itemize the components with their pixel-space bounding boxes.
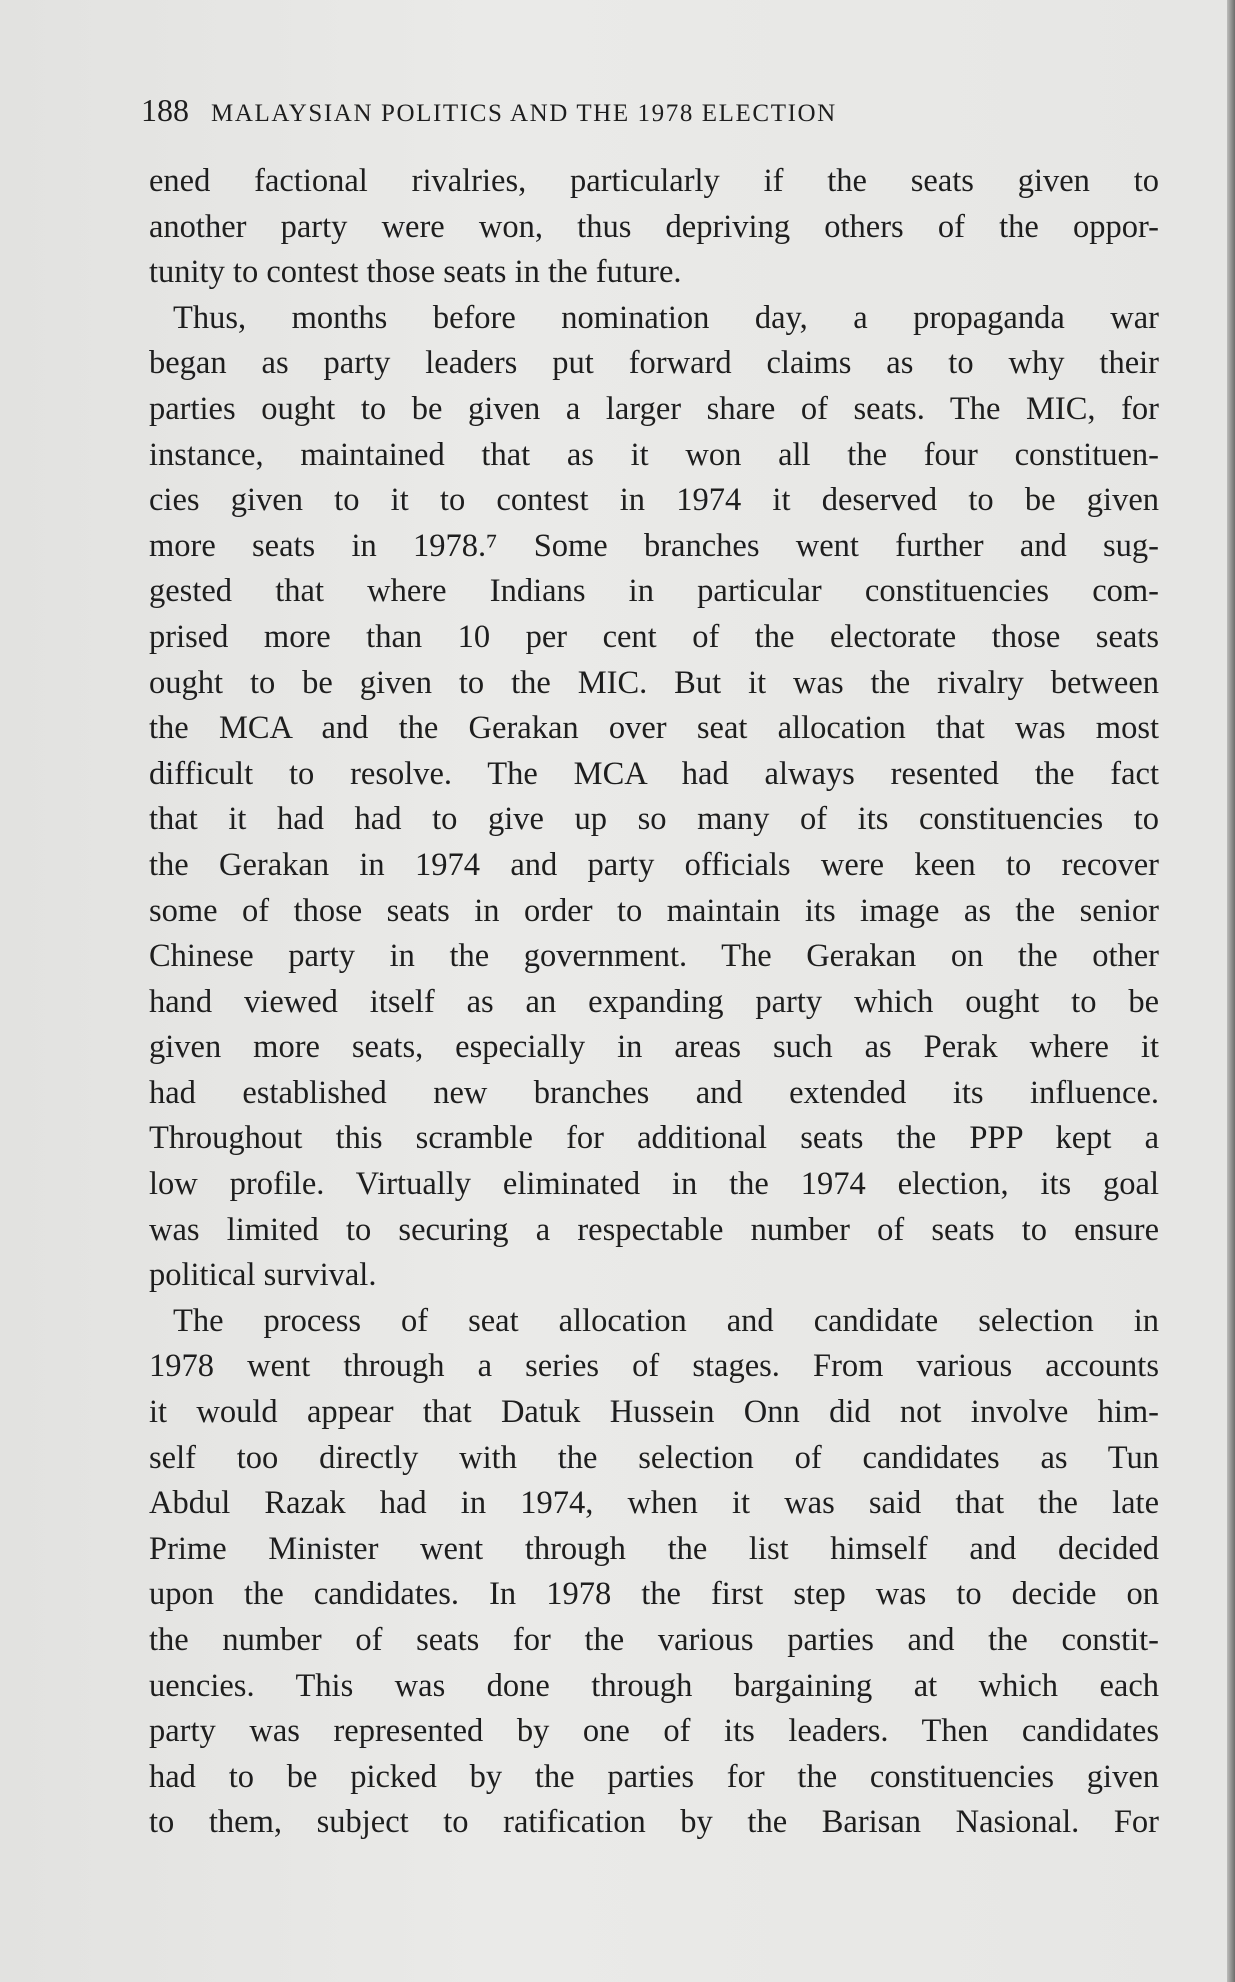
text-line: The process of seat allocation and candidate selection in bbox=[173, 1302, 1159, 1339]
text-line: more seats in 1978.⁷ Some branches went further and sug- bbox=[149, 527, 1159, 564]
text-line: hand viewed itself as an expanding party which ought to be bbox=[149, 983, 1159, 1020]
text-line: instance, maintained that as it won all the four constituen- bbox=[149, 436, 1159, 473]
text-line: some of those seats in order to maintain its image as the senior bbox=[149, 892, 1159, 929]
text-line: Chinese party in the government. The Gerakan on the other bbox=[149, 938, 1159, 975]
paragraph bbox=[149, 159, 1159, 296]
body-text bbox=[149, 159, 1159, 1846]
running-title: MALAYSIAN POLITICS AND THE 1978 ELECTION bbox=[211, 100, 837, 127]
text-line: given more seats, especially in areas such as Perak where it bbox=[149, 1029, 1159, 1066]
text-line: 1978 went through a series of stages. From various accounts bbox=[149, 1348, 1159, 1385]
text-line: Prime Minister went through the list himself and decided bbox=[149, 1530, 1159, 1567]
text-line: to them, subject to ratification by the Barisan Nasional. For bbox=[149, 1804, 1159, 1841]
text-line: began as party leaders put forward claims as to why their bbox=[149, 345, 1159, 382]
text-line: Thus, months before nomination day, a propaganda war bbox=[173, 299, 1159, 336]
text-line: it would appear that Datuk Hussein Onn did not involve him- bbox=[149, 1394, 1159, 1431]
text-line: self too directly with the selection of candidates as Tun bbox=[149, 1439, 1159, 1476]
text-line: ened factional rivalries, particularly if the seats given to bbox=[149, 163, 1159, 199]
text-line: gested that where Indians in particular constituencies com- bbox=[149, 573, 1159, 610]
text-line: ought to be given to the MIC. But it was the rivalry between bbox=[149, 664, 1159, 701]
text-line: Throughout this scramble for additional seats the PPP kept a bbox=[149, 1120, 1159, 1157]
paragraph bbox=[149, 296, 1159, 1299]
text-line: political survival. bbox=[149, 1257, 377, 1294]
page-edge-shadow bbox=[1227, 0, 1235, 1982]
text-line: the Gerakan in 1974 and party officials were keen to recover bbox=[149, 846, 1159, 883]
text-line: party was represented by one of its leaders. Then candidates bbox=[149, 1713, 1159, 1750]
text-line: that it had had to give up so many of its constituencies to bbox=[149, 801, 1159, 838]
page-number: 188 bbox=[141, 92, 189, 128]
text-line: parties ought to be given a larger share of seats. The MIC, for bbox=[149, 390, 1159, 427]
text-line: was limited to securing a respectable number of seats to ensure bbox=[149, 1211, 1159, 1248]
text-line: had established new branches and extended its influence. bbox=[149, 1074, 1159, 1111]
text-line: another party were won, thus depriving others of the oppor- bbox=[149, 208, 1159, 245]
text-line: had to be picked by the parties for the constituencies given bbox=[149, 1758, 1159, 1795]
text-line: prised more than 10 per cent of the electorate those seats bbox=[149, 618, 1159, 655]
text-line: Abdul Razak had in 1974, when it was said that the late bbox=[149, 1485, 1159, 1522]
text-line: low profile. Virtually eliminated in the 1974 election, its goal bbox=[149, 1166, 1159, 1203]
text-line: upon the candidates. In 1978 the first step was to decide on bbox=[149, 1576, 1159, 1613]
text-line: cies given to it to contest in 1974 it deserved to be given bbox=[149, 482, 1159, 519]
paragraph bbox=[149, 1299, 1159, 1846]
text-line: uencies. This was done through bargaining at which each bbox=[149, 1667, 1159, 1704]
text-line: difficult to resolve. The MCA had always resented the fact bbox=[149, 755, 1159, 792]
text-line: tunity to contest those seats in the future. bbox=[149, 254, 682, 291]
text-line: the MCA and the Gerakan over seat allocation that was most bbox=[149, 710, 1159, 747]
running-header bbox=[141, 92, 837, 132]
text-line: the number of seats for the various parties and the constit- bbox=[149, 1622, 1159, 1658]
